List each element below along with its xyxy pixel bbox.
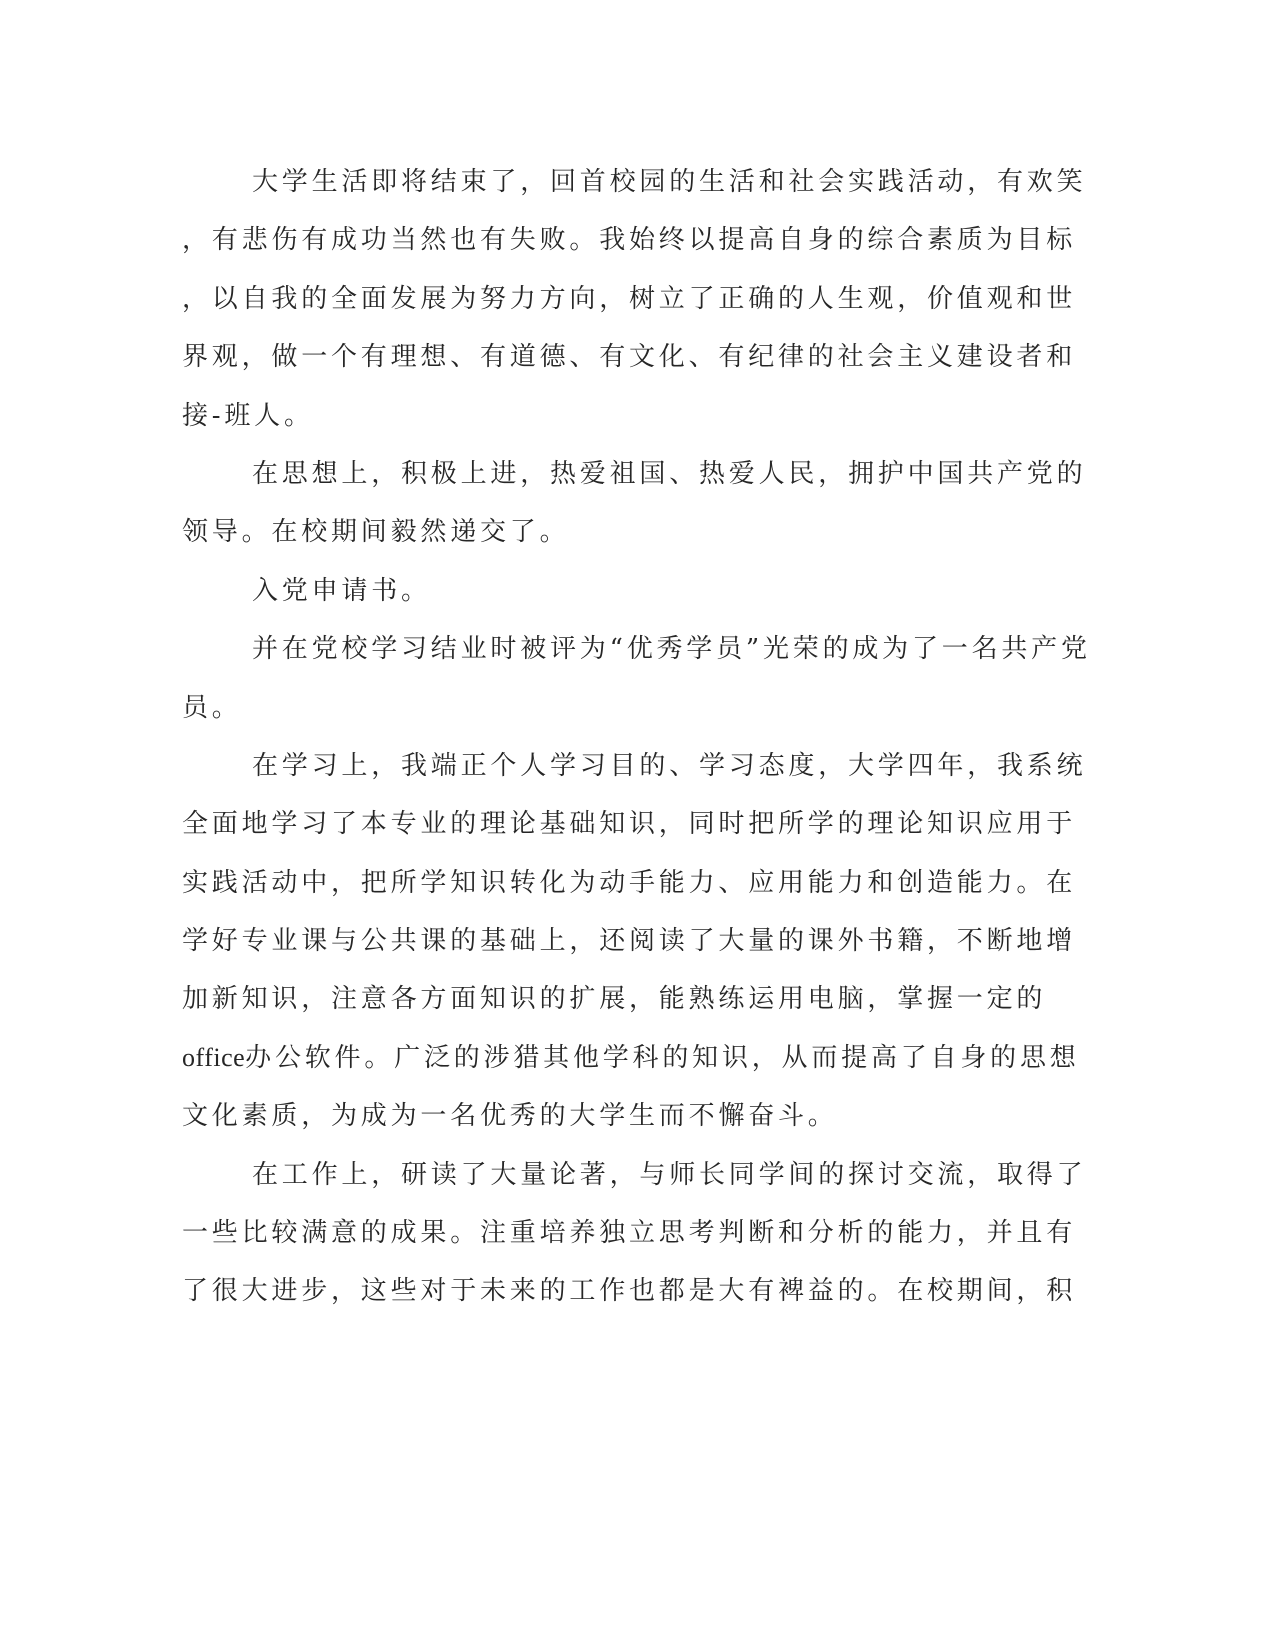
- text-line: 了很大进步，这些对于未来的工作也都是大有裨益的。在校期间，积: [182, 1276, 1077, 1307]
- text-line: 学好专业课与公共课的基础上，还阅读了大量的课外书籍，不断地增: [182, 926, 1077, 957]
- text-line: 在思想上，积极上进，热爱祖国、热爱人民，拥护中国共产党的: [252, 458, 1087, 489]
- text-line: 大学生活即将结束了，回首校园的生活和社会实践活动，有欢笑: [252, 167, 1087, 197]
- text-line: 文化素质，为成为一名优秀的大学生而不懈奋斗。: [182, 1101, 838, 1132]
- text-line: 并在党校学习结业时被评为“优秀学员”光荣的成为了一名共产党: [252, 634, 1091, 665]
- text-line: 员。: [182, 692, 242, 723]
- text-line: 接-班人。: [182, 400, 314, 431]
- office-line-rest: 办公软件。广泛的涉猎其他学科的知识，从而提高了自身的思想: [245, 1042, 1080, 1073]
- paragraph-4: [182, 627, 1091, 744]
- text-line-office: [182, 1036, 1080, 1094]
- text-line: 领导。在校期间毅然递交了。: [182, 517, 570, 548]
- text-line: 在工作上，研读了大量论著，与师长同学间的探讨交流，取得了: [252, 1159, 1087, 1190]
- text-line: 入党申请书。: [252, 575, 431, 606]
- paragraph-5: [182, 744, 1087, 1153]
- text-line: 在学习上，我端正个人学习目的、学习态度，大学四年，我系统: [252, 750, 1087, 781]
- text-line: 加新知识，注意各方面知识的扩展，能熟练运用电脑，掌握一定的: [182, 984, 1047, 1015]
- text-line: ，有悲伤有成功当然也有失败。我始终以提高自身的综合素质为目标: [182, 225, 1077, 256]
- paragraph-1: [182, 160, 1087, 452]
- text-line: 界观，做一个有理想、有道德、有文化、有纪律的社会主义建设者和: [182, 342, 1077, 373]
- text-line: ，以自我的全面发展为努力方向，树立了正确的人生观，价值观和世: [182, 283, 1077, 314]
- office-word: office: [182, 1042, 246, 1072]
- paragraph-2: [182, 452, 1087, 569]
- paragraph-3: [182, 569, 1032, 627]
- text-line: 实践活动中，把所学知识转化为动手能力、应用能力和创造能力。在: [182, 867, 1077, 898]
- paragraph-6: [182, 1153, 1087, 1328]
- text-line: 一些比较满意的成果。注重培养独立思考判断和分析的能力，并且有: [182, 1218, 1077, 1249]
- text-line: 全面地学习了本专业的理论基础知识，同时把所学的理论知识应用于: [182, 809, 1077, 840]
- document-body: [182, 160, 1091, 1328]
